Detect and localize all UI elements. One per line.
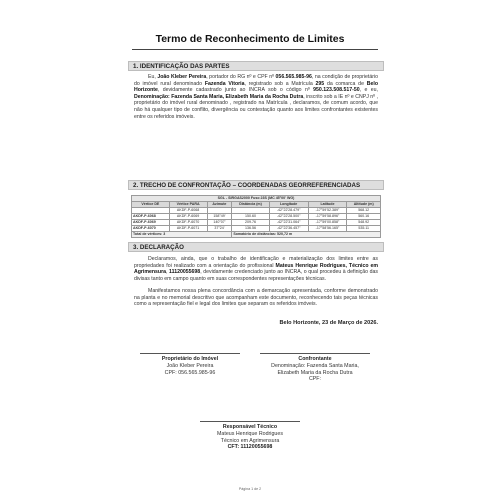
text-segment: , devidamente cadastrado junto ao INCRA sob o código nº [157, 87, 314, 94]
text-segment: , registrado sob a Matrícula [244, 80, 316, 87]
technician-signature-block [200, 421, 300, 451]
professional-cft: 11120055698 [169, 269, 201, 276]
city-name: Belo Horizonte [134, 80, 378, 94]
matricula-number: 295 [315, 80, 325, 87]
document-title: Termo de Reconhecimento de Limites [155, 33, 345, 45]
text-segment: , portador do RG nº e CPF nº [206, 74, 276, 80]
total-distance: Somatório de distâncias: 520,72 m [232, 232, 381, 238]
table-cell: -17°59'52.389" [308, 208, 347, 214]
signature-cft: CFT: 11120055698 [227, 444, 273, 451]
signature-line [200, 421, 300, 422]
table-cell: -17°59'58.896" [308, 214, 347, 220]
table-cell: 37°24' [207, 226, 232, 232]
table-cell: 150.60 [232, 214, 269, 220]
professional-name: Mateus Henrique Rodrigues, Técnico em Agrimensura [134, 262, 378, 276]
text-segment: , e eu, [359, 87, 378, 94]
owner-signature-block [140, 353, 240, 376]
column-header: Distância (m) [232, 202, 269, 208]
text-segment: , devidamente credenciado junto ao INCRA, o qual procedeu à definição das divisas tanto em campo quanto em suas correspondentes representações técnicas. [134, 269, 378, 282]
table-cell: AKDF-P-6068 [132, 214, 170, 220]
section-1-heading: 1. IDENTIFICAÇÃO DAS PARTES [128, 61, 384, 71]
column-header: Longitude [269, 202, 308, 208]
table-cell: AKDF-P-6068 [169, 208, 207, 214]
table-cell: 560.16 [347, 214, 381, 220]
page-number: Página 1 de 2 [238, 487, 262, 491]
table-cell: -42°22'36.457" [269, 226, 308, 232]
signature-role: Responsável Técnico [222, 424, 278, 430]
text-segment: Eu, [148, 74, 158, 80]
table-cell: 568.12 [347, 208, 381, 214]
column-header: Azimute [207, 202, 232, 208]
column-header: Vértice DE [132, 202, 170, 208]
signature-doc: CPF: 056.565.985-96 [164, 369, 216, 376]
table-cell: 209.76 [232, 220, 269, 226]
section-3-paragraph-1 [134, 256, 378, 282]
signature-line [260, 353, 370, 354]
text-segment: da comarca de [324, 80, 367, 87]
text-segment: , inscrito sob a IE nº e CNPJ nº , proprietário do imóvel rural denominado , registrado na Matrícula , declaramos, de comum acordo, que não há qualquer tipo de conflito, divergência ou contestação quanto aos limites confrontantes existentes entre os referidos imóveis. [134, 93, 378, 120]
table-cell: AKDF-P-6069 [132, 220, 170, 226]
owner-name: João Kleber Pereira [157, 74, 207, 80]
neighbor-signature-block [260, 353, 370, 383]
section-1-paragraph [134, 74, 378, 120]
table-cell: -42°22'28.479" [269, 208, 308, 214]
column-header: Altitude (m) [347, 202, 381, 208]
text-segment: Declaramos, ainda, que o trabalho de identificação e materialização dos limites entre as propriedades foi realizado com a orientação do profissional [134, 256, 378, 269]
neighbor-name: Denominação: Fazenda Santa Maria, Elizabeth Maria da Rocha Dutra [134, 93, 304, 100]
table-cell: AKDF-P-6069 [169, 214, 207, 220]
table-cell: 535.11 [347, 226, 381, 232]
signature-name-2: Elizabeth Maria da Rocha Dutra [277, 369, 353, 376]
signature-title: Técnico em Agrimensura [220, 437, 280, 444]
table-cell: -17°59'00.858" [308, 220, 347, 226]
signature-name: Denominação: Fazenda Santa Maria, [271, 362, 359, 369]
table-cell: -42°22'31.064" [269, 220, 308, 226]
table-cell: AKDF-P-6071 [169, 226, 207, 232]
signature-line [140, 353, 240, 354]
total-vertices: Total de vértices: 3 [132, 232, 232, 238]
title-underline [132, 49, 378, 50]
signature-role: Confrontante [298, 356, 332, 362]
table-cell: -42°22'28.500" [269, 214, 308, 220]
text-segment: , [166, 269, 170, 276]
table-cell: 140°07' [207, 220, 232, 226]
date-line: Belo Horizonte, 23 de Março de 2026. [279, 320, 378, 326]
table-total-row [132, 232, 381, 238]
section-3-paragraph-2: Manifestamos nossa plena concordância com a demarcação apresentada, conforme demonstrado na planta e no memorial descritivo que acompanham este documento, reconhecendo tais peças técnicas como a representação fiel e legal dos limites que separam os referidos imóveis. [134, 288, 378, 308]
table-cell: 136.56 [232, 226, 269, 232]
table-cell: 158°49' [207, 214, 232, 220]
coordinates-table [131, 195, 381, 238]
signature-name: Mateus Henrique Rodrigues [217, 430, 283, 437]
incra-code: 950.123.508.517-50 [313, 87, 360, 94]
table-cell: -17°58'56.165" [308, 226, 347, 232]
owner-cpf: 056.565.985-96 [275, 74, 312, 80]
text-segment: , na condição de proprietário do imóvel rural denominado [134, 74, 378, 87]
section-3-heading: 3. DECLARAÇÃO [128, 242, 384, 252]
table-cell: 548.92 [347, 220, 381, 226]
section-2-heading: 2. TRECHO DE CONFRONTAÇÃO – COORDENADAS GEORREFERENCIADAS [128, 180, 384, 190]
farm-name: Fazenda Vitoria [204, 80, 245, 87]
signature-name: João Kleber Pereira [166, 362, 214, 369]
column-header: Latitude [308, 202, 347, 208]
signature-role: Proprietário do Imóvel [161, 356, 219, 362]
signature-doc: CPF: [308, 376, 322, 383]
column-header: Vértice PARA [169, 202, 207, 208]
table-caption: SGL - SIRGAS2000 Fuso 23S (MC 45°00' WG) [132, 196, 381, 202]
table-cell: AKDF-P-6070 [169, 220, 207, 226]
table-cell: AKDF-P-6070 [132, 226, 170, 232]
